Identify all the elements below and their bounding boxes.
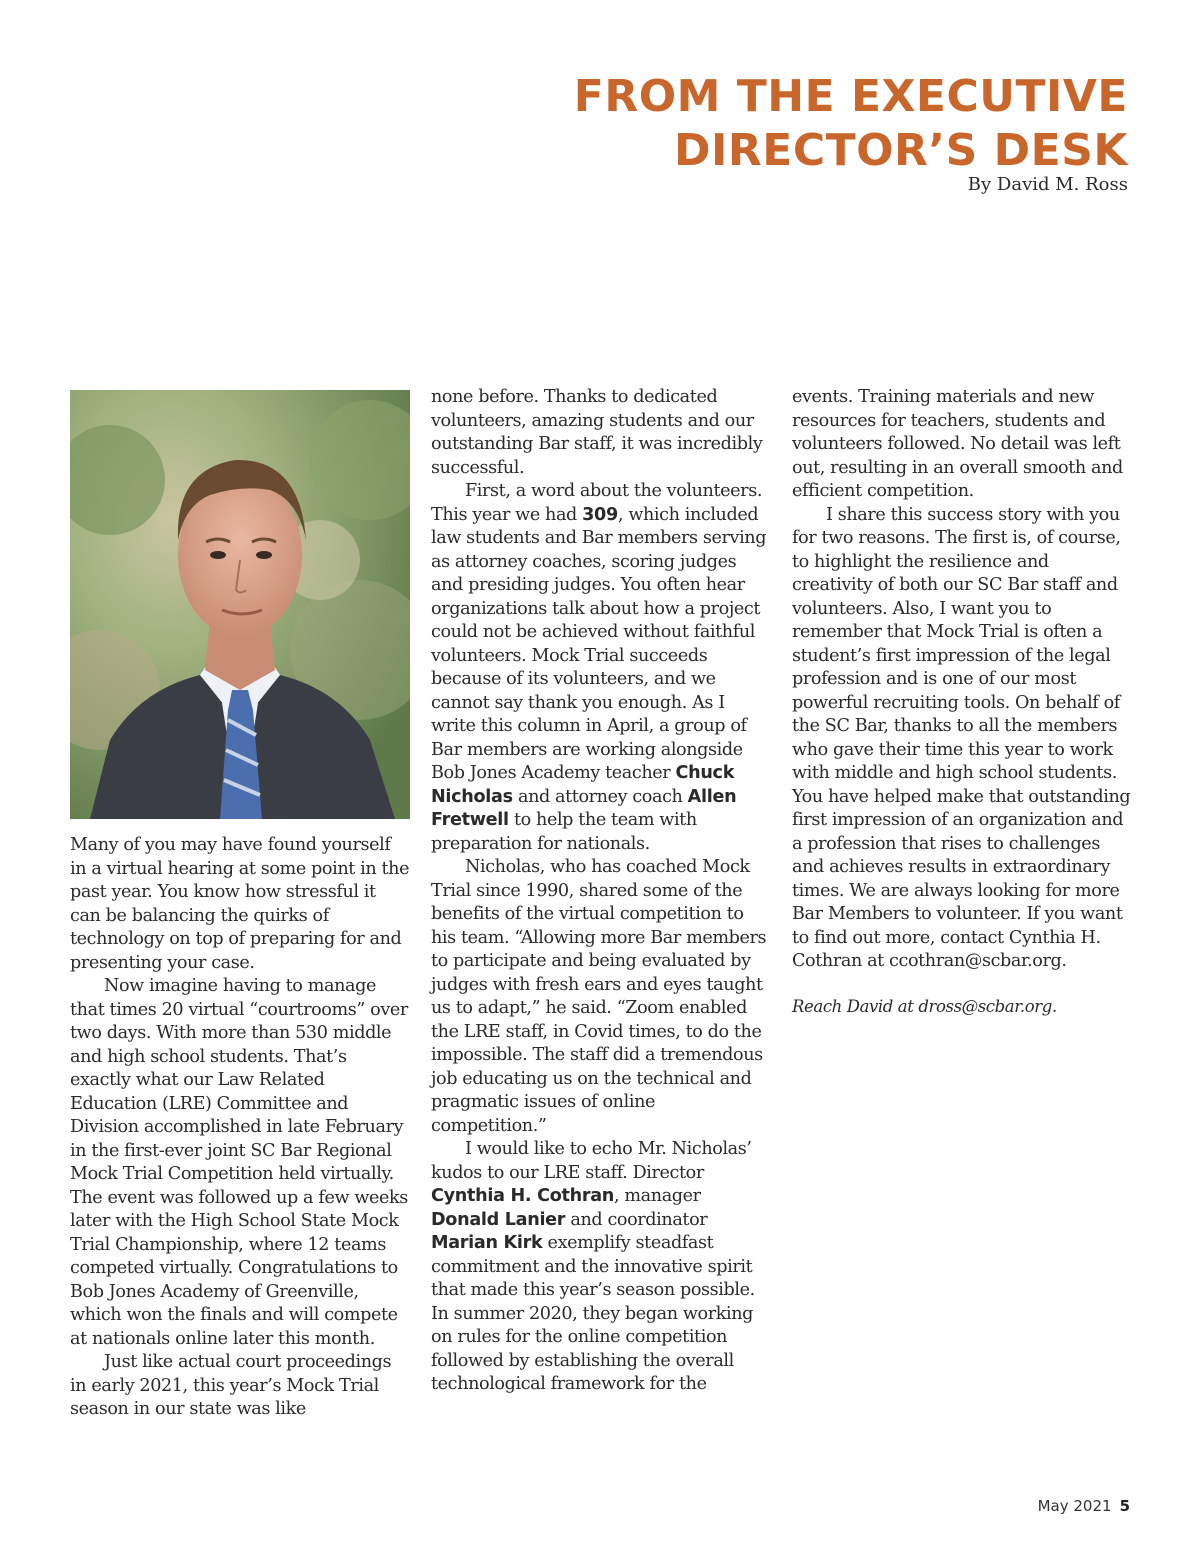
page-footer (1038, 1497, 1130, 1515)
text-run: I would like to echo Mr. Nicholas’ kudos to our LRE staff. Director (431, 1139, 752, 1183)
person-name: Cynthia H. Cothran (431, 1186, 615, 1206)
text-run: , which included law students and Bar members serving as attorney coaches, scoring judges and presiding judges. You often hear organizations talk about how a project could not be achieved without faithful volunteers. Mock Trial succeeds because of its volunteers, and we cannot say thank you enough. As I write this column in April, a group of Bar members are working alongside Bob Jones Academy teacher (431, 504, 767, 783)
paragraph (431, 480, 771, 856)
person-name: Chuck Nicholas (431, 763, 735, 807)
paragraph: Many of you may have found yourself in a virtual hearing at some point in the past year. You know how stressful it can be balancing the quirks of technology on top of preparing for and presenting your case. (70, 835, 410, 973)
title-line-2: DIRECTOR’S DESK (673, 125, 1128, 176)
text-run: and coordinator (565, 1209, 708, 1230)
author-contact-line: Reach David at dross@scbar.org. (792, 996, 1057, 1016)
paragraph (431, 1138, 771, 1397)
paragraph: Now imagine having to manage that times 20 virtual “courtrooms” over two days. With more than 530 middle and high school students. That’s exactly what our Law Related Education (LRE) Committee and Division accomplished in late February in the first-ever joint SC Bar Regional Mock Trial Competition held virtually. The event was followed up a few weeks later with the High School State Mock Trial Championship, where 12 teams competed virtually. Congratulations to Bob Jones Academy of Greenville, which won the finals and will compete at nationals online later this month. (70, 976, 408, 1349)
paragraph: none before. Thanks to dedicated volunteers, amazing students and our outstanding Bar staff, it was incredibly successful. (431, 387, 763, 478)
article-column-2 (431, 386, 771, 1397)
paragraph: Just like actual court proceedings in early 2021, this year’s Mock Trial season in our state was like (70, 1352, 392, 1419)
volunteer-count: 309 (582, 504, 618, 525)
paragraph: events. Training materials and new resources for teachers, students and volunteers followed. No detail was left out, resulting in an overall smooth and efficient competition. (792, 387, 1123, 501)
author-portrait-photo (70, 390, 410, 819)
page-number: 5 (1119, 1497, 1130, 1515)
person-name: Donald Lanier (431, 1209, 566, 1230)
paragraph: Nicholas, who has coached Mock Trial since 1990, shared some of the benefits of the virtual competition to his team. “Allowing more Bar members to participate and being evaluated by judges with fresh ears and eyes taught us to adapt,” he said. “Zoom enabled the LRE staff, in Covid times, to do the impossible. The staff did a tremendous job educating us on the technical and pragmatic issues of online competition.” (431, 857, 767, 1136)
text-run: exemplify steadfast commitment and the innovative spirit that made this year’s season possible. In summer 2020, they began working on rules for the online competition followed by establishing the overall technological framework for the (431, 1233, 755, 1394)
text-run: , manager (614, 1186, 701, 1206)
text-run: First, a word about the volunteers. This year we had (431, 481, 763, 525)
byline: By David M. Ross (967, 174, 1128, 195)
issue-date: May 2021 (1037, 1497, 1112, 1515)
article-column-3 (792, 386, 1132, 1018)
text-run: to help the team with preparation for nationals. (431, 810, 697, 854)
person-name: Marian Kirk (431, 1233, 543, 1253)
text-run: and attorney coach (512, 786, 688, 807)
person-name: Allen Fretwell (431, 786, 737, 830)
article-column-1 (70, 834, 410, 1422)
paragraph: I share this success story with you for two reasons. The first is, of course, to highlight the resilience and creativity of both our SC Bar staff and volunteers. Also, I want you to remember that Mock Trial is often a student’s first impression of the legal profession and is one of our most powerful recruiting tools. On behalf of the SC Bar, thanks to all the members who gave their time this year to work with middle and high school students. You have helped make that outstanding first impression of an organization and a profession that rises to challenges and achieves results in extraordinary times. We are always looking for more Bar Members to volunteer. If you want to find out more, contact Cynthia H. Cothran at ccothran@scbar.org. (792, 504, 1131, 971)
page-title (428, 70, 1128, 178)
title-line-1: FROM THE EXECUTIVE (573, 71, 1128, 122)
